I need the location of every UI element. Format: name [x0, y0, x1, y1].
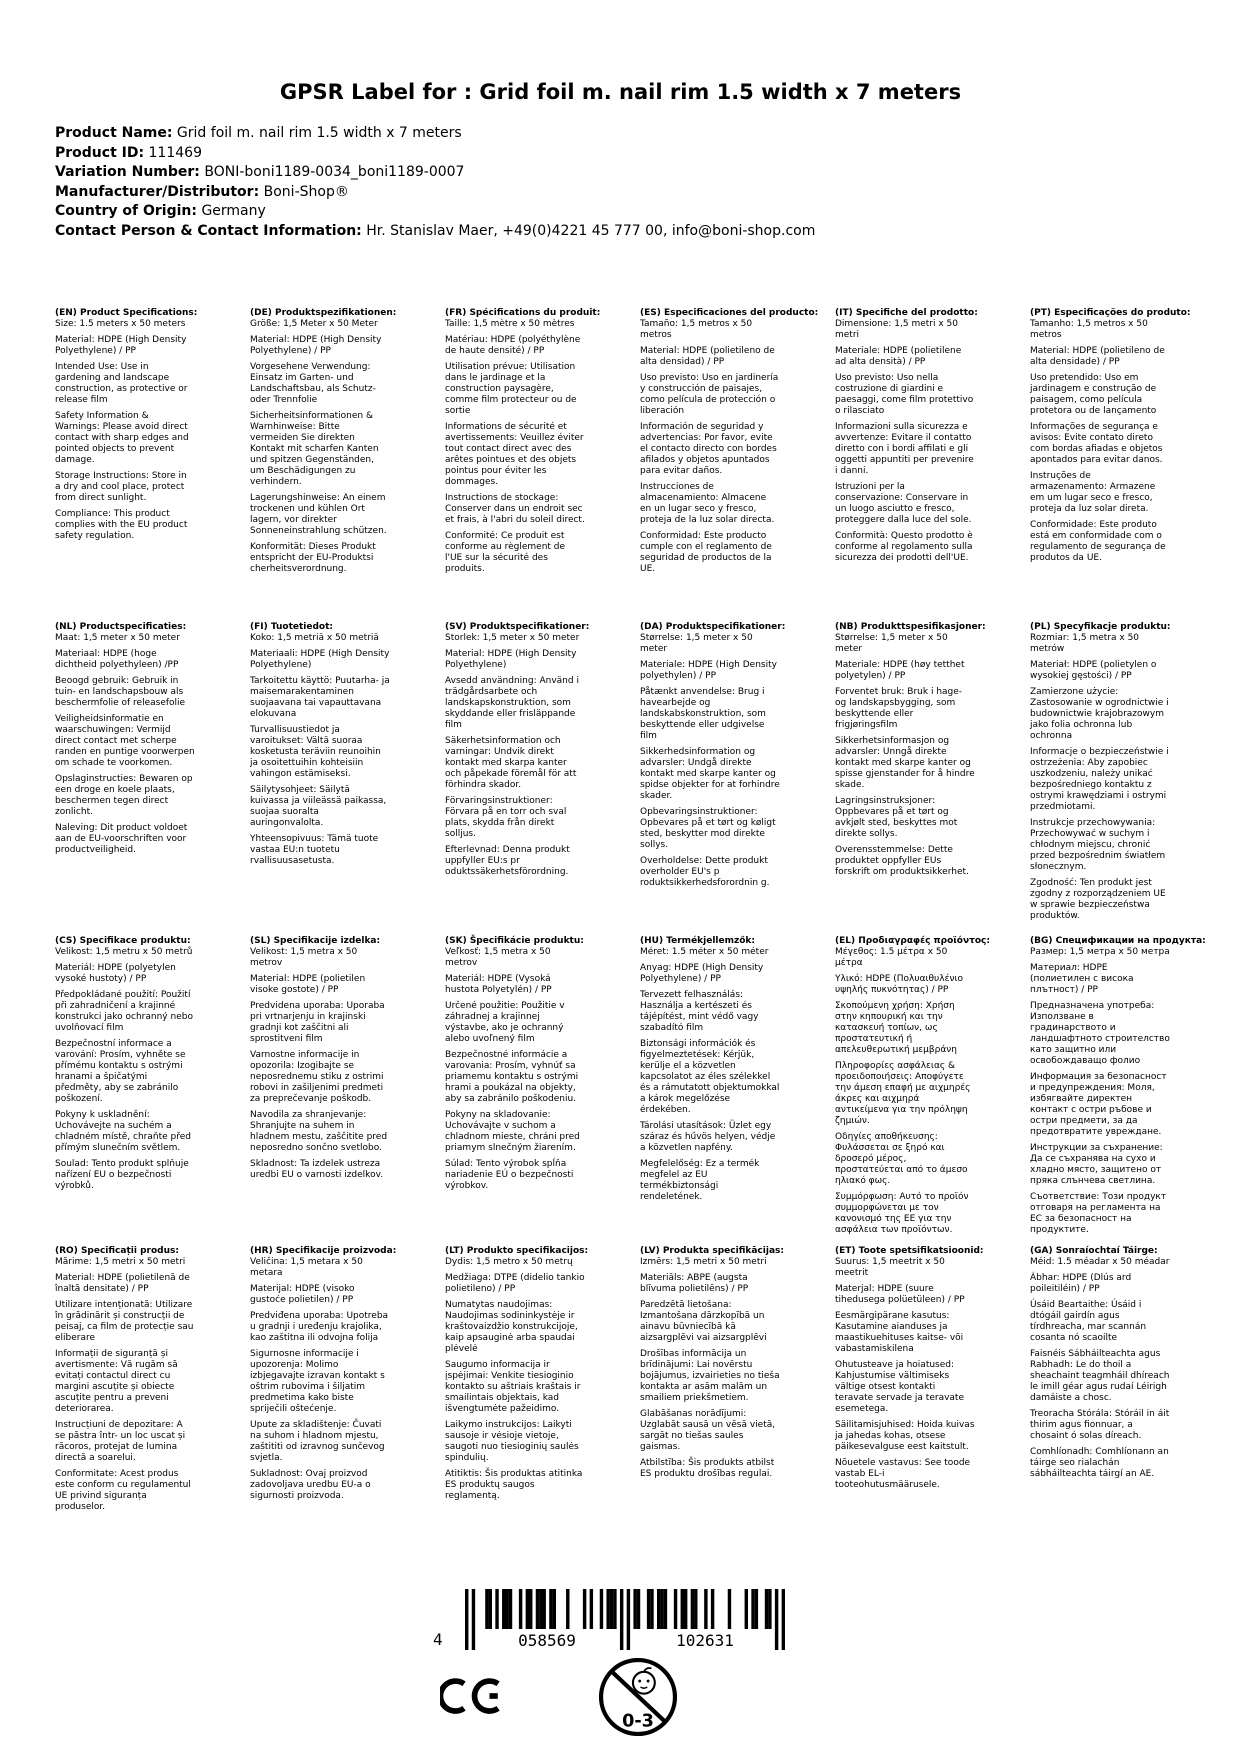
lang-spec-lv [640, 1246, 784, 1518]
spec-paragraph: Lagerungshinweise: An einem trockenen und kühlen Ort lagern, vor direkter Sonneneinstrahlung schützen. [250, 493, 387, 536]
lang-spec-sl [250, 936, 390, 1241]
spec-paragraph: Størrelse: 1,5 meter x 50 meter [640, 633, 753, 654]
lang-spec-heading: (RO) Specificații produs: [55, 1246, 179, 1256]
spec-paragraph: Velikost: 1,5 metru x 50 metrů [55, 947, 193, 957]
spec-paragraph: Σκοπούμενη χρήση: Χρήση στην κηπουρική και την κατασκευή τοπίων, ως προστατευτική ή απελευθερωτική μεμβράνη [835, 1001, 958, 1055]
spec-paragraph: Predvidena uporaba: Uporaba pri vrtnarjenju in krajinski gradnji kot zaščitni ali sprostitveni film [250, 1001, 385, 1044]
spec-paragraph: Rozmiar: 1,5 metra x 50 metrów [1030, 633, 1140, 654]
lang-spec-heading: (DE) Produktspezifikationen: [250, 308, 397, 318]
lang-spec-da [640, 622, 786, 927]
spec-paragraph: Megfelelőség: Ez a termék megfelel az EU termékbiztonsági rendeletének. [640, 1159, 760, 1202]
spec-paragraph: Pokyny na skladovanie: Uchovávajte v suchom a chladnom mieste, chráni pred priamym slnečným žiarením. [445, 1110, 580, 1153]
spec-paragraph: Zamierzone użycie: Zastosowanie w ogrodnictwie i budownictwie krajobrazowym jako folia ochronna lub ochronna [1030, 687, 1169, 741]
spec-paragraph: Súlad: Tento výrobok spĺňa nariadenie EÚ o bezpečnosti výrobkov. [445, 1159, 574, 1191]
spec-paragraph: Sikkerhetsinformasjon og advarsler: Unngå direkte kontakt med skarpe kanter og spisse gjenstander for å hindre skade. [835, 736, 975, 790]
product-info-row: Product Name: Grid foil m. nail rim 1.5 width x 7 meters [55, 125, 462, 141]
lang-spec-heading: (SV) Produktspecifikationer: [445, 622, 590, 632]
lang-spec-it [835, 308, 978, 580]
lang-spec-heading: (ES) Especificaciones del producto: [640, 308, 819, 318]
spec-paragraph: Paredzētā lietošana: Izmantošana dārzkopībā un ainavu būvniecībā kā aizsargplēvi vai aizsargplēvi [640, 1300, 767, 1343]
spec-paragraph: Nõuetele vastavus: See toode vastab EL-i tooteohutusmäärusele. [835, 1458, 971, 1490]
spec-paragraph: Anyag: HDPE (High Density Polyethylene) / PP [640, 963, 764, 984]
lang-spec-cs [55, 936, 195, 1241]
spec-paragraph: Maat: 1,5 meter x 50 meter [55, 633, 180, 643]
spec-paragraph: Tamaño: 1,5 metros x 50 metros [640, 319, 753, 340]
product-info-row: Product ID: 111469 [55, 144, 202, 161]
spec-paragraph: Overholdelse: Dette produkt overholder EU's p roduktsikkerhedsforordnin g. [640, 856, 770, 888]
spec-paragraph: Turvallisuustiedot ja varoitukset: Vältä suoraa kosketusta teräviin reunoihin ja osoitettuihin kohteisiin vahingon estämiseksi. [250, 725, 381, 779]
spec-paragraph: Størrelse: 1,5 meter x 50 meter [835, 633, 948, 654]
spec-paragraph: Určené použitie: Použitie v záhradnej a krajinnej výstavbe, ako je ochranný alebo uvoľnený film [445, 1001, 565, 1044]
spec-paragraph: Materiál: HDPE (Vysoká hustota Polyetylén) / PP [445, 974, 552, 995]
spec-paragraph: Materiaal: HDPE (hoge dichtheid polyethyleen) /PP [55, 649, 179, 670]
spec-paragraph: Úsáid Beartaithe: Úsáid i dtógáil gairdín agus tírdhreacha, mar scannán cosanta nó scaoilte [1030, 1300, 1147, 1343]
spec-paragraph: Saugumo informacija ir įspėjimai: Venkite tiesioginio kontakto su aštriais kraštais ir smailintais objektais, kad išvengtumėte pažeidimo. [445, 1360, 581, 1414]
spec-paragraph: Upute za skladištenje: Čuvati na suhom i hladnom mjestu, zaštititi od izravnog sunčevog svjetla. [250, 1420, 385, 1463]
spec-paragraph: Ohutusteave ja hoiatused: Kahjustumise vältimiseks vältige otsest kontakti teravate servade ja teravate esemetega. [835, 1360, 964, 1414]
spec-paragraph: Materiāls: ABPE (augsta blīvuma polietilēns) / PP [640, 1273, 749, 1294]
spec-paragraph: Materiał: HDPE (polietylen o wysokiej gęstości) / PP [1030, 660, 1157, 681]
lang-spec-fi [250, 622, 390, 927]
age-warning-0-3-icon [596, 1655, 680, 1739]
spec-paragraph: Material: HDPE (High Density Polyethylene) [445, 649, 577, 670]
spec-paragraph: Yhteensopivuus: Tämä tuote vastaa EU:n tuotetu rvallisuusasetusta. [250, 834, 379, 866]
spec-paragraph: Méid: 1.5 méadar x 50 méadar [1030, 1257, 1170, 1267]
spec-paragraph: Navodila za shranjevanje: Shranjujte na suhem in hladnem mestu, zaščitite pred neposredno sončno svetlobo. [250, 1110, 388, 1153]
spec-paragraph: Material: HDPE (High Density Polyethylene) / PP [250, 335, 382, 356]
lang-spec-lt [445, 1246, 589, 1518]
barcode-right-digits: 102631 [637, 1632, 773, 1650]
spec-paragraph: Material: HDPE (polietilenă de înaltă densitate) / PP [55, 1273, 190, 1294]
spec-paragraph: Dydis: 1,5 metro x 50 metrų [445, 1257, 573, 1267]
spec-paragraph: Material: HDPE (High Density Polyethylene) / PP [55, 335, 187, 356]
language-row-1 [55, 308, 1191, 580]
spec-paragraph: Påtænkt anvendelse: Brug i havearbejde og landskabskonstruktion, som beskyttende eller udgivelse film [640, 687, 766, 741]
spec-paragraph: Инструкции за съхранение: Да се съхранява на сухо и хладно място, защитено от пряка слънчева светлина. [1030, 1143, 1163, 1186]
spec-paragraph: Intended Use: Use in gardening and landscape construction, as protective or release film [55, 362, 188, 405]
lang-spec-ga [1030, 1246, 1170, 1518]
spec-paragraph: Dimensione: 1,5 metri x 50 metri [835, 319, 958, 340]
spec-paragraph: Materiál: HDPE (polyetylen vysoké hustoty) / PP [55, 963, 176, 984]
spec-paragraph: Ábhar: HDPE (Dlús ard poileitiléin) / PP [1030, 1273, 1132, 1294]
spec-paragraph: Koko: 1,5 metriä x 50 metriä [250, 633, 379, 643]
lang-spec-heading: (NB) Produkttspesifikasjoner: [835, 622, 986, 632]
spec-paragraph: Размер: 1,5 метра x 50 метра [1030, 947, 1170, 957]
spec-paragraph: Zgodność: Ten produkt jest zgodny z rozporządzeniem UE w sprawie bezpieczeństwa produktów. [1030, 878, 1166, 921]
product-info-row: Contact Person & Contact Information: Hr. Stanislav Maer, +49(0)4221 45 777 00, info@boni-shop.com [55, 222, 816, 239]
spec-paragraph: Opbevaringsinstruktioner: Opbevares på et tørt og køligt sted, beskytter mod direkte sollys. [640, 807, 776, 850]
language-row-2 [55, 622, 1170, 927]
lang-spec-heading: (HR) Specifikacije proizvoda: [250, 1246, 397, 1256]
spec-paragraph: Materiaali: HDPE (High Density Polyethylene) [250, 649, 390, 670]
lang-spec-hu [640, 936, 780, 1241]
lang-spec-bg [1030, 936, 1206, 1241]
spec-paragraph: Tamanho: 1,5 metros x 50 metros [1030, 319, 1148, 340]
spec-paragraph: Drošības informācija un brīdinājumi: Lai novērstu bojājumus, izvairieties no tieša kontakta ar asām malām un smailiem priekšmetiem. [640, 1349, 780, 1403]
spec-paragraph: Material: HDPE (polietilen visoke gostote) / PP [250, 974, 366, 995]
spec-paragraph: Предназначена употреба: Използване в градинарството и ландшафтното строителство като защитно или освобождаващо фолио [1030, 1001, 1170, 1066]
spec-paragraph: Säilytysohjeet: Säilytä kuivassa ja viileässä paikassa, suojaa suoralta auringonvalolta. [250, 785, 387, 828]
spec-paragraph: Sicherheitsinformationen & Warnhinweise: Bitte vermeiden Sie direkten Kontakt mit scharfen Kanten und spitzen Gegenständen, um Beschädigungen zu verhindern. [250, 411, 379, 487]
spec-paragraph: Информация за безопасност и предупреждения: Моля, избягвайте директен контакт с остри ръбове и остри предмети, за да предотвратите увреждане. [1030, 1072, 1167, 1137]
spec-paragraph: Eesmärgipärane kasutus: Kasutamine aianduses ja maastikuehituses kaitse- või vabastamiskilena [835, 1311, 964, 1354]
spec-paragraph: Información de seguridad y advertencias: Por favor, evite el contacto directo con bordes afilados y objetos apuntados para evitar daños. [640, 422, 777, 476]
spec-paragraph: Υλικό: HDPE (Πολυαιθυλένιο υψηλής πυκνότητας) / PP [835, 974, 964, 995]
spec-paragraph: Matériau: HDPE (polyéthylène de haute densité) / PP [445, 335, 581, 356]
lang-spec-heading: (GA) Sonraíochtaí Táirge: [1030, 1246, 1158, 1256]
page-title: GPSR Label for : Grid foil m. nail rim 1.5 width x 7 meters [279, 80, 962, 104]
spec-paragraph: Predviđena uporaba: Upotreba u gradnji i uređenju krajolika, kao zaštitna ili odvojna folija [250, 1311, 389, 1343]
spec-paragraph: Beoogd gebruik: Gebruik in tuin- en landschapsbouw als beschermfolie of releasefolie [55, 676, 186, 708]
spec-paragraph: Soulad: Tento produkt splňuje nařízení EU o bezpečnosti výrobků. [55, 1159, 189, 1191]
spec-paragraph: Varnostne informacije in opozorila: Izogibajte se neposrednemu stiku z ostrimi robovi in zašiljenimi predmeti za preprečevanje poškodb. [250, 1050, 384, 1104]
lang-spec-heading: (EN) Product Specifications: [55, 308, 198, 318]
spec-paragraph: Informații de siguranță și avertismente: Vă rugăm să evitați contactul direct cu margini ascuțite și obiecte ascuțite pentru a preveni deteriorarea. [55, 1349, 178, 1414]
lang-spec-heading: (SL) Specifikacije izdelka: [250, 936, 381, 946]
spec-paragraph: Opslaginstructies: Bewaren op een droge en koele plaats, beschermen tegen direct zonlicht. [55, 774, 193, 817]
spec-paragraph: Size: 1.5 meters x 50 meters [55, 319, 186, 329]
spec-paragraph: Veličina: 1,5 metara x 50 metara [250, 1257, 363, 1278]
lang-spec-heading: (HU) Termékjellemzők: [640, 936, 756, 946]
spec-paragraph: Conformitate: Acest produs este conform cu regulamentul UE privind siguranța produselor. [55, 1469, 191, 1512]
spec-paragraph: Předpokládané použití: Použití při zahradničení a krajinné konstrukci jako ochranný nebo uvolňovací film [55, 990, 193, 1033]
spec-paragraph: Konformität: Dieses Produkt entspricht der EU-Produktsi cherheitsverordnung. [250, 542, 376, 574]
spec-paragraph: Mărime: 1,5 metri x 50 metri [55, 1257, 186, 1267]
lang-spec-nb [835, 622, 986, 927]
spec-paragraph: Материал: HDPE (полиетилен с висока плътност) / PP [1030, 963, 1134, 995]
barcode-left-digits: 058569 [479, 1632, 615, 1650]
spec-paragraph: Uso previsto: Uso en jardinería y construcción de paisajes, como película de protección o liberación [640, 373, 779, 416]
spec-paragraph: Izmērs: 1,5 metri x 50 metri [640, 1257, 767, 1267]
language-row-3 [55, 936, 1206, 1241]
spec-paragraph: Conformità: Questo prodotto è conforme al regolamento sulla sicurezza dei prodotti dell'UE. [835, 531, 973, 563]
spec-paragraph: Pokyny k uskladnění: Uchovávejte na suchém a chladném místě, chraňte před přímým slunečním světlem. [55, 1110, 191, 1153]
spec-paragraph: Συμμόρφωση: Αυτό το προϊόν συμμορφώνεται με τον κανονισμό της ΕΕ για την ασφάλεια των προϊόντων. [835, 1192, 969, 1235]
spec-paragraph: Veľkosť: 1,5 metra x 50 metrov [445, 947, 551, 968]
spec-paragraph: Πληροφορίες ασφάλειας & προειδοποιήσεις: Αποφύγετε την άμεση επαφή με αιχμηρές άκρες και αιχμηρά αντικείμενα για την πρόληψη ζημιών. [835, 1061, 971, 1126]
spec-paragraph: Instrucciones de almacenamiento: Almacene en un lugar seco y fresco, proteja de la luz solar directa. [640, 482, 775, 525]
spec-paragraph: Instructions de stockage: Conserver dans un endroit sec et frais, à l'abri du soleil direct. [445, 493, 585, 525]
spec-paragraph: Taille: 1,5 mètre x 50 mètres [445, 319, 575, 329]
spec-paragraph: Treoracha Stórála: Stóráil in áit thirim agus fionnuar, a chosaint ó solas díreach. [1030, 1409, 1170, 1441]
spec-paragraph: Forventet bruk: Bruk i hage- og landskapsbygging, som beskyttende eller frigjøringsfilm [835, 687, 963, 730]
spec-paragraph: Conformidade: Este produto está em conformidade com o regulamento de segurança de produtos da UE. [1030, 520, 1166, 563]
spec-paragraph: Vorgesehene Verwendung: Einsatz im Garten- und Landschaftsbau, als Schutz- oder Trennfolie [250, 362, 376, 405]
lang-spec-heading: (PL) Specyfikacje produktu: [1030, 622, 1171, 632]
spec-paragraph: Skladnost: Ta izdelek ustreza uredbi EU o varnosti izdelkov. [250, 1159, 384, 1180]
spec-paragraph: Sukladnost: Ovaj proizvod zadovoljava uredbu EU-a o sigurnosti proizvoda. [250, 1469, 371, 1501]
spec-paragraph: Sigurnosne informacije i upozorenja: Molimo izbjegavajte izravan kontakt s oštrim rubovima i šiljatim predmetima kako biste spriječili oštećenje. [250, 1349, 385, 1414]
lang-spec-heading: (SK) Špecifikácie produktu: [445, 936, 584, 946]
lang-spec-heading: (FI) Tuotetiedot: [250, 622, 334, 632]
spec-paragraph: Biztonsági információk és figyelmeztetések: Kérjük, kerülje el a közvetlen kapcsolatot az éles szélekkel és a rámutatott objektumokkal a károk megelőzése érdekében. [640, 1039, 780, 1115]
spec-paragraph: Compliance: This product complies with the EU product safety regulation. [55, 509, 188, 541]
spec-paragraph: Conformidad: Este producto cumple con el reglamento de seguridad de productos de la UE. [640, 531, 772, 574]
spec-paragraph: Atbilstība: Šis produkts atbilst ES produktu drošības regulai. [640, 1458, 775, 1479]
spec-paragraph: Informações de segurança e avisos: Evite contato direto com bordas afiadas e objetos apontados para evitar danos. [1030, 422, 1163, 465]
lang-spec-heading: (DA) Produktspecifikationer: [640, 622, 786, 632]
spec-paragraph: Informacje o bezpieczeństwie i ostrzeżenia: Aby zapobiec uszkodzeniu, należy unikać bezpośredniego kontaktu z ostrymi krawędziami i ostrymi przedmiotami. [1030, 747, 1169, 812]
spec-paragraph: Numatytas naudojimas: Naudojimas sodininkystėje ir kraštovaizdžio konstrukcijoje, kaip apsauginė arba spaudai plėvelė [445, 1300, 578, 1354]
spec-paragraph: Naleving: Dit product voldoet aan de EU-voorschriften voor productveiligheid. [55, 823, 188, 855]
product-info [55, 124, 815, 241]
lang-spec-el [835, 936, 990, 1241]
spec-paragraph: Materiale: HDPE (polietilene ad alta densità) / PP [835, 346, 962, 367]
spec-paragraph: Lagringsinstruksjoner: Oppbevares på et tørt og avkjølt sted, beskyttes mot direkte sollys. [835, 796, 958, 839]
lang-spec-heading: (NL) Productspecificaties: [55, 622, 187, 632]
product-info-row: Variation Number: BONI-boni1189-0034_boni1189-0007 [55, 164, 465, 180]
spec-paragraph: Material: HDPE (polietileno de alta densidade) / PP [1030, 346, 1165, 367]
spec-paragraph: Instrukcje przechowywania: Przechowywać w suchym i chłodnym miejscu, chronić przed bezpośrednim światłem słonecznym. [1030, 818, 1166, 872]
spec-paragraph: Förvaringsinstruktioner: Förvara på en torr och sval plats, skydda från direkt solljus. [445, 796, 567, 839]
spec-paragraph: Utilisation prévue: Utilisation dans le jardinage et la construction paysagère, comme film protecteur ou de sortie [445, 362, 577, 416]
lang-spec-sk [445, 936, 585, 1241]
ce-mark-icon [440, 1663, 506, 1729]
spec-paragraph: Safety Information & Warnings: Please avoid direct contact with sharp edges and pointed objects to prevent damage. [55, 411, 189, 465]
spec-paragraph: Atitiktis: Šis produktas atitinka ES produktų saugos reglamentą. [445, 1469, 583, 1501]
lang-spec-pl [1030, 622, 1170, 927]
spec-paragraph: Μέγεθος: 1.5 μέτρα x 50 μέτρα [835, 947, 948, 968]
lang-spec-heading: (FR) Spécifications du produit: [445, 308, 601, 318]
lang-spec-heading: (IT) Specifiche del prodotto: [835, 308, 978, 318]
lang-spec-de [250, 308, 397, 580]
product-info-row: Manufacturer/Distributor: Boni-Shop® [55, 183, 349, 200]
language-row-4 [55, 1246, 1170, 1518]
spec-paragraph: Veiligheidsinformatie en waarschuwingen: Vermijd direct contact met scherpe randen en puntige voorwerpen om schade te voorkomen. [55, 714, 195, 768]
spec-paragraph: Instruções de armazenamento: Armazene em um lugar seco e fresco, proteja da luz solar direta. [1030, 471, 1156, 514]
lang-spec-ro [55, 1246, 195, 1518]
lang-spec-fr [445, 308, 601, 580]
spec-paragraph: Storage Instructions: Store in a dry and cool place, protect from direct sunlight. [55, 471, 187, 503]
ean-barcode [433, 1589, 785, 1651]
lang-spec-heading: (EL) Προδιαγραφές προϊόντος: [835, 936, 990, 946]
baby-face-icon [633, 1672, 655, 1694]
lang-spec-nl [55, 622, 195, 927]
lang-spec-sv [445, 622, 590, 927]
spec-paragraph: Laikymo instrukcijos: Laikyti sausoje ir vėsioje vietoje, saugoti nuo tiesioginių saulės spindulių. [445, 1420, 579, 1463]
spec-paragraph: Sikkerhedsinformation og advarsler: Undgå direkte kontakt med skarpe kanter og spidse objekter for at forhindre skader. [640, 747, 780, 801]
spec-paragraph: Съответствие: Този продукт отговаря на регламента на ЕС за безопасност на продуктите. [1030, 1192, 1167, 1235]
spec-paragraph: Istruzioni per la conservazione: Conservare in un luogo asciutto e fresco, proteggere dalla luce del sole. [835, 482, 972, 525]
spec-paragraph: Informazioni sulla sicurezza e avvertenze: Evitare il contatto diretto con i bordi affilati e gli oggetti appuntiti per prevenire i danni. [835, 422, 974, 476]
spec-paragraph: Größe: 1,5 Meter x 50 Meter [250, 319, 378, 329]
spec-paragraph: Uso pretendido: Uso em jardinagem e construção de paisagem, como película protetora ou de lançamento [1030, 373, 1157, 416]
lang-spec-heading: (CS) Specifikace produktu: [55, 936, 191, 946]
spec-paragraph: Conformité: Ce produit est conforme au règlement de l'UE sur la sécurité des produits. [445, 531, 566, 574]
spec-paragraph: Glabāšanas norādījumi: Uzglabāt sausā un vēsā vietā, sargāt no tiešas saules gaismas. [640, 1409, 776, 1452]
lang-spec-heading: (LV) Produkta specifikācijas: [640, 1246, 784, 1256]
lang-spec-heading: (BG) Спецификации на продукта: [1030, 936, 1206, 946]
lang-spec-heading: (PT) Especificações do produto: [1030, 308, 1191, 318]
spec-paragraph: Informations de sécurité et avertissements: Veuillez éviter tout contact direct avec des arêtes pointues et des objets pointus pour éviter les dommages. [445, 422, 584, 487]
spec-paragraph: Medžiaga: DTPE (didelio tankio polietileno) / PP [445, 1273, 585, 1294]
spec-paragraph: Bezpečnostné informácie a varovania: Prosím, vyhnúť sa priamemu kontaktu s ostrými hrami a poukázal na objekty, aby sa zabránilo poškodeniu. [445, 1050, 579, 1104]
spec-paragraph: Materjal: HDPE (suure tihedusega polüetüleen) / PP [835, 1284, 965, 1305]
lang-spec-pt [1030, 308, 1191, 580]
spec-paragraph: Velikost: 1,5 metra x 50 metrov [250, 947, 358, 968]
product-info-row: Country of Origin: Germany [55, 203, 266, 219]
lang-spec-heading: (LT) Produkto specifikacijos: [445, 1246, 589, 1256]
lang-spec-et [835, 1246, 984, 1518]
spec-paragraph: Suurus: 1,5 meetrit x 50 meetrit [835, 1257, 945, 1278]
spec-paragraph: Instrucțiuni de depozitare: A se păstra într- un loc uscat și răcoros, protejat de lumina directă a soarelui. [55, 1420, 186, 1463]
spec-paragraph: Tarkoitettu käyttö: Puutarha- ja maisemarakentaminen suojaavana tai vapauttavana elokuvana [250, 676, 390, 719]
spec-paragraph: Faisnéis Sábháilteachta agus Rabhadh: Le do thoil a sheachaint teagmháil dhíreach le imill géar agus rudaí Léirigh damáiste a chosc. [1030, 1349, 1170, 1403]
spec-paragraph: Materijal: HDPE (visoko gustoće polietilen) / PP [250, 1284, 355, 1305]
spec-paragraph: Materiale: HDPE (høy tetthet polyetylen) / PP [835, 660, 965, 681]
lang-spec-en [55, 308, 198, 580]
spec-paragraph: Avsedd användning: Använd i trädgårdsarbete och landskapskonstruktion, som skyddande eller frisläppande film [445, 676, 579, 730]
spec-paragraph: Οδηγίες αποθήκευσης: Φυλάσσεται σε ξηρό και δροσερό μέρος, προστατεύεται από το άμεσο ηλιακό φως. [835, 1132, 968, 1186]
spec-paragraph: Overensstemmelse: Dette produktet oppfyller EUs forskrift om produktsikkerhet. [835, 845, 969, 877]
spec-paragraph: Säkerhetsinformation och varningar: Undvik direkt kontakt med skarpa kanter och påpekade föremål för att förhindra skador. [445, 736, 577, 790]
spec-paragraph: Storlek: 1,5 meter x 50 meter [445, 633, 580, 643]
spec-paragraph: Materiale: HDPE (High Density polyethylen) / PP [640, 660, 777, 681]
spec-paragraph: Comhlíonadh: Comhlíonann an táirge seo rialachán sábháilteachta táirgí an AE. [1030, 1447, 1169, 1479]
lang-spec-es [640, 308, 819, 580]
age-warning-label: 0-3 [622, 1711, 654, 1732]
spec-paragraph: Bezpečnostní informace a varování: Prosím, vyhněte se přímému kontaktu s ostrými hranami a špičatými předměty, aby se zabránilo poškození. [55, 1039, 186, 1104]
spec-paragraph: Säilitamisjuhised: Hoida kuivas ja jahedas kohas, otsese päikesevalguse eest kaitstult. [835, 1420, 975, 1452]
spec-paragraph: Material: HDPE (polietileno de alta densidad) / PP [640, 346, 775, 367]
spec-paragraph: Tervezett felhasználás: Használja a kertészeti és tájépítést, mint védő vagy szabadító film [640, 990, 759, 1033]
barcode-prefix-digit: 4 [433, 1630, 443, 1649]
spec-paragraph: Efterlevnad: Denna produkt uppfyller EU:s pr oduktssäkerhetsförordning. [445, 845, 570, 877]
spec-paragraph: Méret: 1.5 méter x 50 méter [640, 947, 769, 957]
spec-paragraph: Uso previsto: Uso nella costruzione di giardini e paesaggi, come film protettivo o rilasciato [835, 373, 974, 416]
spec-paragraph: Tárolási utasítások: Üzlet egy száraz és hűvös helyen, védje a közvetlen napfény. [640, 1121, 776, 1153]
spec-paragraph: Utilizare intenționată: Utilizare în grădinărit și construcții de peisaj, ca film de protecție sau eliberare [55, 1300, 194, 1343]
lang-spec-hr [250, 1246, 397, 1518]
lang-spec-heading: (ET) Toote spetsifikatsioonid: [835, 1246, 984, 1256]
